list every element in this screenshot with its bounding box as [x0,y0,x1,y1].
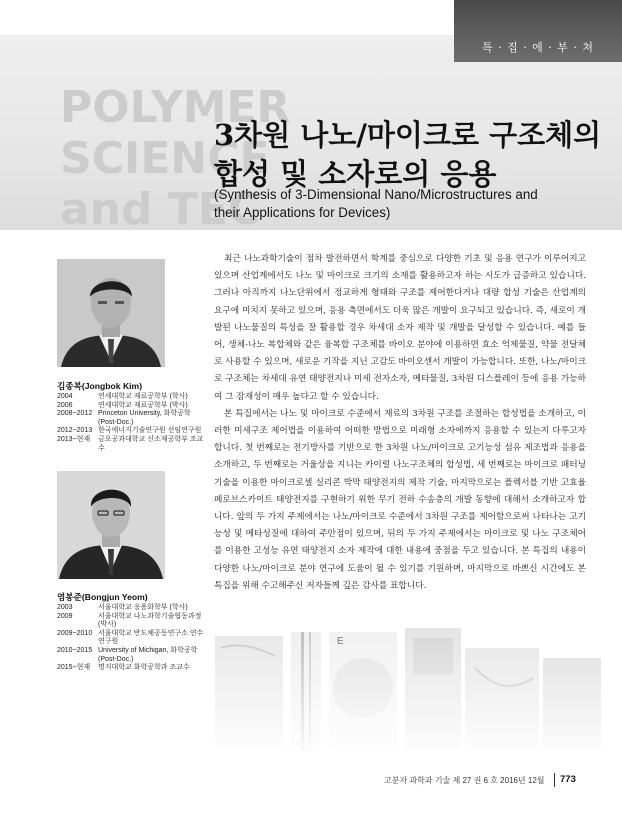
subtitle-line-1: (Synthesis of 3-Dimensional Nano/Microstructures and [214,187,538,202]
bio-year: 2010~2015 [57,646,93,654]
footer-journal-info: 고분자 과학과 기술 제 27 권 6 호 2016년 12월 [384,776,545,785]
bio-desc: 서울대학교 응용화학부 (학사) [98,604,188,611]
watermark-line-2: SCIENCE [60,133,270,184]
bio-year: 2004 [57,393,73,400]
bio-year: 2009 [57,612,73,620]
bio-year: 2015~현재 [57,664,91,672]
bio-row [57,393,207,402]
author-photo-kim [57,259,165,367]
bio-row [57,604,207,613]
bio-row [57,647,207,664]
title-line-2: 합성 및 소자로의 응용 [214,157,497,191]
bio-desc: 연세대학교 재료공학부 (학사) [98,393,188,400]
article-body [214,251,586,595]
bio-desc: 연세대학교 재료공학부 (박사) [98,401,188,409]
footer-divider [554,773,555,787]
subtitle-line-2: their Applications for Devices) [214,205,391,220]
author-bio-kim [57,393,207,453]
author-name-yeom: 염봉준(Bongjun Yeom) [57,592,148,602]
bio-row [57,402,207,411]
bio-year: 2006 [57,401,73,409]
bio-desc: University of Michigan, 화학공학 (Post-Doc.) [98,646,198,663]
bio-year: 2012~2013 [57,427,93,435]
author-bio-yeom [57,604,207,673]
bio-row [57,410,207,427]
author-photo-yeom [57,471,165,579]
bio-desc: Princeton University, 화학공학 (Post-Doc.) [98,410,191,426]
bio-row [57,613,207,630]
bio-row [57,436,207,453]
watermark-line-1: POLYMER [60,82,291,133]
bio-desc: 한국에너지기술연구원 선임연구원 [98,427,202,435]
bio-row [57,664,207,673]
figure-label: E [337,636,344,647]
bio-row [57,427,207,436]
body-paragraph-2: 본 특집에서는 나노 및 마이크로 수준에서 재료의 3차원 구조를 조절하는 합성법을 소개하고, 이러한 미세구조 제어법을 이용하여 어떠한 방법으로 미래형 소자에까지 응용할 수 있는지 다루고자 합니다. 첫 번째로는 전기방사를 기반으로 한 3차원 나노/마이크로 고기능성 섬유 제조법과 응용을 소개하고, 두 번째로는 거울상을 지니는 카이럴 나노구조체의 합성법, 세 번째로는 마이크로 패터닝 기술을 이용한 마이크로셀 실리콘 박막 태양전지의 제작 기술, 마지막으로는 플렉서블 기반 고효율 페로브스카이트 태양전지를 구현하기 위한 무기 전하 수송층의 개발 동향에 대해서 소개하고자 합니다. 앞의 두 가지 주제에서는 나노/마이크로 수준에서 3차원 구조를 제어함으로써 나타나는 고기능성 및 메타성질에 대하여 주안점이 있으며, 뒤의 두 가지 주제에서는 마이크로 및 나노 구조체어를 이용한 고성능 유연 태양전지 소자 제작에 대한 내용에 중점을 두고 있습니다. 본 특집의 내용이 다양한 나노/마이크로 분야 연구에 도움이 될 수 있기를 기원하며, 마지막으로 바쁘신 시간에도 본 특집을 위해 수고해주신 저자들께 깊은 감사를 표합니다. [214,408,586,591]
bio-year: 2008~2012 [57,410,93,418]
bio-desc: 서울대학교 반도체공동연구소 연수연구원 [98,629,204,646]
body-paragraph-1: 최근 나노과학기술이 점차 발전하면서 학계를 중심으로 다양한 기초 및 응용 연구가 이루어지고 있으며 산업계에서도 나노 및 마이크로 크기의 소재를 활용하고자 하는 시도가 급증하고 있습니다. 그러나 아직까지 나노단위에서 정교하게 형태와 구조를 제어한다거나 대량 합성 기술은 산업계의 요구에 미치지 못하고 있으며, 응용 측면에서도 더욱 많은 개발이 요구되고 있습니다. 즉, 새로이 개발된 나노물질의 특성을 잘 활용할 경우 차세대 소자 제작 및 개발을 달성할 수 있습니다. 예를 들어, 생체-나노 복합체와 같은 융복합 구조체를 바이오 분야에 이용하면 효소 억제물질, 약물 전달체로 사용할 수 있으며, 새로운 기작을 지닌 고감도 바이오센서 개발이 가능합니다. 또한, 나노/마이크로 구조체는 차세대 유연 태양전지나 미세 전자소자, 메타물질, 3차원 디스플레이 등에 응용 가능하여 그 잠재성이 매우 높다고 할 수 있습니다. [214,254,586,402]
bio-year: 2003 [57,604,73,611]
bio-desc: 서울대학교 나노과학기술협동과정 (박사) [98,612,202,629]
decorative-figure [213,628,603,750]
bio-desc: 명지대학교 화학공학과 조교수 [98,664,190,672]
author-name-kim: 김종복(Jongbok Kim) [57,381,143,391]
page-title [214,116,604,194]
bio-desc: 금오공과대학교 신소재공학부 조교수 [98,435,204,452]
page-subtitle [214,186,614,222]
watermark-line-3: and TEC [60,184,261,235]
bio-row [57,630,207,647]
bio-year: 2013~현재 [57,435,91,443]
section-tag: 특 · 집 · 에 · 부 · 쳐 [454,0,622,62]
bio-year: 2009~2010 [57,629,93,637]
title-line-1: 3차원 나노/마이크로 구조체의 [214,118,602,152]
page-number: 773 [560,774,576,785]
